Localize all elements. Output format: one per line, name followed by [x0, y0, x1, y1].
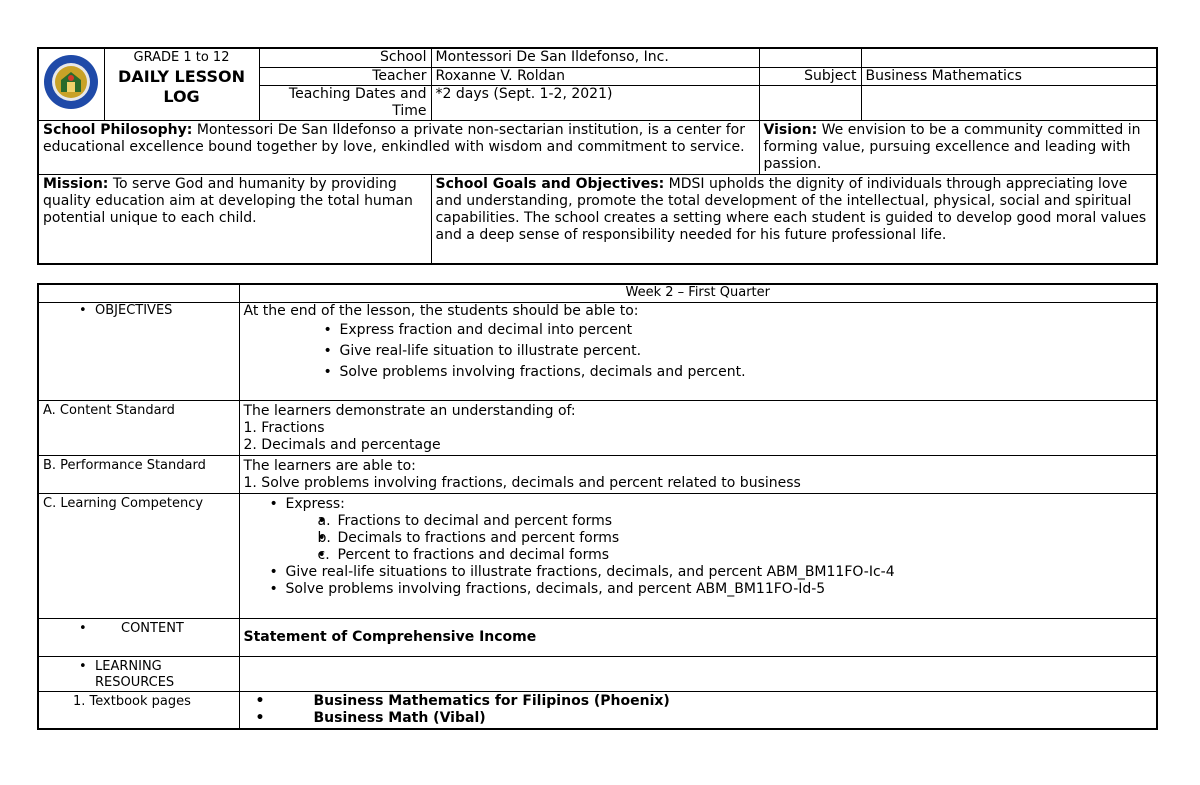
competency-sublist: [316, 513, 1153, 564]
mission-text: To serve God and humanity by providing quality education aim at developing the total human potential unique to each child.: [43, 175, 413, 226]
goals-label: School Goals and Objectives:: [435, 175, 665, 192]
blank-cell: [38, 284, 239, 302]
blank-cell: [759, 48, 861, 67]
performance-standard-label: B. Performance Standard: [38, 455, 239, 493]
list-item: • Give real-life situation to illustrate percent.: [322, 341, 1153, 362]
mission-label: Mission:: [43, 175, 109, 192]
subject-label: Subject: [759, 67, 861, 85]
list-item: • Business Math (Vibal): [254, 710, 1153, 727]
list-item: [316, 513, 1153, 530]
dates-label: Teaching Dates and Time: [259, 85, 431, 120]
blank-cell: [861, 85, 1157, 120]
vision-label: Vision:: [763, 121, 818, 138]
list-item: [316, 530, 1153, 547]
list-marker: • c.: [317, 546, 330, 563]
list-text: Decimals to fractions and percent forms: [337, 529, 620, 546]
deped-seal-icon: [43, 54, 99, 110]
school-value: Montessori De San Ildefonso, Inc.: [431, 48, 759, 67]
content-cell: [239, 618, 1157, 656]
content-value: Statement of Comprehensive Income: [243, 628, 537, 645]
content-standard-label: A. Content Standard: [38, 400, 239, 455]
dates-value: *2 days (Sept. 1-2, 2021): [431, 85, 759, 120]
competency-list: [268, 496, 1153, 598]
list-marker: • a.: [317, 512, 331, 529]
list-text: Fractions to decimal and percent forms: [337, 512, 613, 529]
goals-text: MDSI upholds the dignity of individuals through appreciating love and understanding, promote the total development of the intellectual, physical, social and spiritual capabilities. The school creates a setting where each student is guided to develop good moral values and a deep sense of responsibility needed for his future professional life.: [435, 175, 1147, 243]
list-item: • Business Mathematics for Filipinos (Phoenix): [254, 693, 1153, 710]
list-item: 1. Fractions: [243, 419, 325, 436]
content-standard-cell: [239, 400, 1157, 455]
list-item: • Give real-life situations to illustrate fractions, decimals, and percent ABM_BM11FO-Ic-4: [268, 564, 1153, 581]
list-item: 2. Decimals and percentage: [243, 436, 441, 453]
grade-box: [104, 48, 259, 120]
content-label: • CONTENT: [43, 621, 235, 637]
list-text: Percent to fractions and decimal forms: [337, 546, 610, 563]
textbook-list: [254, 693, 1153, 727]
learning-competency-label: C. Learning Competency: [38, 493, 239, 618]
vision-cell: [759, 120, 1157, 174]
list-item: • Solve problems involving fractions, decimals, and percent ABM_BM11FO-Id-5: [268, 581, 1153, 598]
log-title: DAILY LESSON LOG: [118, 67, 245, 106]
blank-cell: [759, 85, 861, 120]
philosophy-label: School Philosophy:: [43, 121, 193, 138]
mission-cell: [38, 174, 431, 264]
goals-cell: [431, 174, 1157, 264]
lesson-table: [37, 283, 1158, 730]
list-item: 1. Solve problems involving fractions, decimals and percent related to business: [243, 474, 801, 491]
resources-label-cell: [38, 656, 239, 691]
learning-competency-cell: [239, 493, 1157, 618]
textbook-cell: [239, 691, 1157, 729]
grade-range: GRADE 1 to 12: [133, 50, 230, 65]
list-item: [268, 496, 1153, 564]
vision-text: We envision to be a community committed in forming value, pursuing excellence and leading with passion.: [763, 121, 1141, 172]
blank-cell: [239, 656, 1157, 691]
teacher-value: Roxanne V. Roldan: [431, 67, 759, 85]
content-standard-intro: The learners demonstrate an understanding of:: [243, 402, 576, 419]
header-table: [37, 47, 1158, 265]
content-label-cell: [38, 618, 239, 656]
list-item: • Solve problems involving fractions, decimals and percent.: [322, 362, 1153, 383]
objectives-cell: [239, 302, 1157, 400]
resources-label: • LEARNING RESOURCES: [43, 659, 235, 691]
objectives-list: [322, 320, 1153, 383]
philosophy-cell: [38, 120, 759, 174]
week-heading: Week 2 – First Quarter: [239, 284, 1157, 302]
objectives-label: • OBJECTIVES: [43, 303, 235, 319]
list-marker: • b.: [317, 529, 331, 546]
list-item: [316, 547, 1153, 564]
subject-value: Business Mathematics: [861, 67, 1157, 85]
objectives-intro: At the end of the lesson, the students should be able to:: [243, 302, 639, 319]
objectives-label-cell: [38, 302, 239, 400]
competency-express: Express:: [285, 495, 345, 512]
performance-standard-cell: [239, 455, 1157, 493]
school-label: School: [259, 48, 431, 67]
teacher-label: Teacher: [259, 67, 431, 85]
performance-standard-intro: The learners are able to:: [243, 457, 416, 474]
philosophy-text: Montessori De San Ildefonso a private non-sectarian institution, is a center for educational excellence bound together by love, enkindled with wisdom and commitment to service.: [43, 121, 746, 155]
deped-logo-cell: [38, 48, 104, 120]
blank-cell: [861, 48, 1157, 67]
list-item: • Express fraction and decimal into percent: [322, 320, 1153, 341]
textbook-label: 1. Textbook pages: [38, 691, 239, 729]
